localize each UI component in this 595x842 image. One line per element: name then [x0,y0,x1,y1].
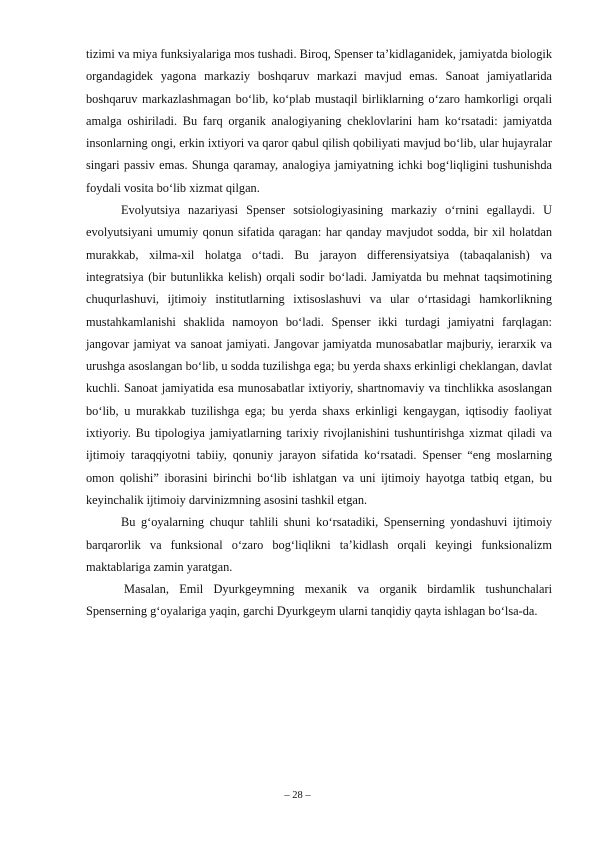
paragraph-durkheim: Masalan, Emil Dyurkgeymning mexanik va organik birdamlik tushunchalari Spenserning g‘oyalariga yaqin, garchi Dyurkgeym ularni tanqidiy qayta ishlagan bo‘lsa-da. [86,582,552,619]
page-number: – 28 – [284,790,311,801]
paragraph-functionalism: Bu g‘oyalarning chuqur tahlili shuni ko‘rsatadiki, Spenserning yondashuvi ijtimoiy barqarorlik va funksional o‘zaro bog‘liqlikni ta’kidlash orqali keyingi funksionalizm maktablariga zamin yaratgan. [86,515,552,574]
paragraph-evolution-theory: Evolyutsiya nazariyasi Spenser sotsiologiyasining markaziy o‘rnini egallaydi. U evolyutsiyani umumiy qonun sifatida qaragan: har qanday mavjudot sodda, bir xil holatdan murakkab, xilma-xil holatga o‘tadi. Bu jarayon differensiyatsiya (tabaqalanish) va integratsiya (bir butunlikka kelish) orqali sodir bo‘ladi. Jamiyatda bu mehnat taqsimotining chuqurlashuvi, ijtimoiy institutlarning ixtisoslashuvi va ular o‘rtasidagi hamkorlikning mustahkamlanishi shaklida namoyon bo‘ladi. Spenser ikki turdagi jamiyatni farqlagan: jangovar jamiyat va sanoat jamiyati. Jangovar jamiyatda munosabatlar majburiy, ierarxik va urushga asoslangan bo‘lib, u sodda tuzilishga ega; bu yerda shaxs erkinligi cheklangan, davlat kuchli. Sanoat jamiyatida esa munosabatlar ixtiyoriy, shartnomaviy va tinchlikka asoslangan bo‘lib, u murakkab tuzilishga ega; bu yerda shaxs erkinligi kengaygan, iqtisodiy faoliyat ixtiyoriy. Bu tipologiya jamiyatlarning tarixiy rivojlanishini tushuntirishga xizmat qiladi va ijtimoiy taraqqiyotni tabiiy, qonuniy jarayon sifatida ko‘rsatadi. Spenser “eng moslarning omon qolishi” iborasini birinchi bo‘lib ishlatgan va uni ijtimoiy hayotga tatbiq etgan, bu keyinchalik ijtimoiy darvinizmning asosini tashkil etgan. [86,203,552,507]
document-page [86,43,552,623]
paragraph-organic-analogy: tizimi va miya funksiyalariga mos tushadi. Biroq, Spenser ta’kidlaganidek, jamiyatda biologik organdagidek yagona markaziy boshqaruv markazi mavjud emas. Sanoat jamiyatlarida boshqaruv markazlashmagan bo‘lib, ko‘plab mustaqil birliklarning o‘zaro hamkorligi orqali amalga oshiriladi. Bu farq organik analogiyaning cheklovlarini ham ko‘rsatadi: jamiyatda insonlarning ongi, erkin ixtiyori va qaror qabul qilish qobiliyati mavjud bo‘lib, ular hujayralar singari passiv emas. Shunga qaramay, analogiya jamiyatning ichki bog‘liqligini tushunishda foydali vosita bo‘lib xizmat qilgan. [86,47,552,195]
